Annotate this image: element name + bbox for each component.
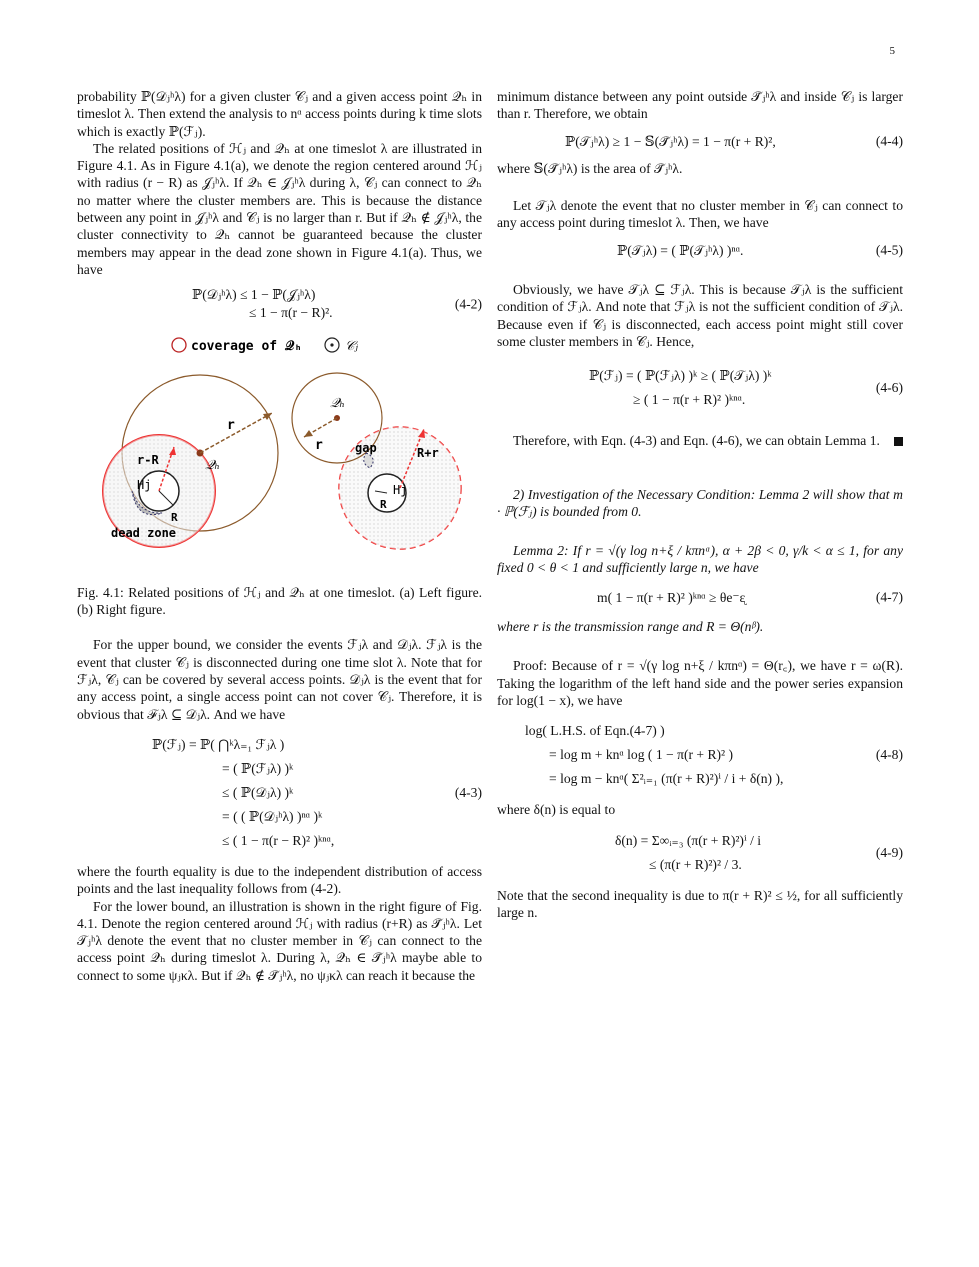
label-r-right: r (315, 437, 323, 453)
label-dead-zone: dead zone (111, 525, 177, 540)
qed-symbol (894, 437, 903, 446)
equation-4-3 (77, 733, 482, 853)
paragraph-text: Therefore, with Eqn. (4-3) and Eqn. (4-6), we can obtain Lemma 1. (513, 433, 880, 449)
equation-line: ℙ(ℱⱼ) = ℙ( ⋂ᵏλ₌₁ ℱⱼλ ) (152, 736, 285, 752)
equation-4-5 (497, 242, 903, 259)
equation-line: ≥ ( 1 − π(r + R)² )ᵏⁿᵅ. (633, 392, 746, 408)
paragraph: probability ℙ(𝒟ⱼʰλ) for a given cluster 𝒞ⱼ and a given access point 𝒬ₕ in timeslot λ. Then extend the analysis to nᵅ access points during k time slots which is exactly ℙ(ℱⱼ). (77, 89, 482, 139)
equation-line: ℙ(𝒯ⱼλ) = ( ℙ(𝒯ⱼʰλ) )ⁿᵅ. (617, 242, 744, 258)
equation-line: = ( ℙ(ℱⱼλ) )ᵏ (222, 760, 294, 776)
equation-number: (4-5) (875, 242, 903, 258)
equation-line: = log m + knᵅ log ( 1 − π(r + R)² ) (549, 747, 734, 763)
equation-line: = ( ( ℙ(𝒟ⱼʰλ) )ⁿᵅ )ᵏ (222, 808, 323, 824)
equation-number: (4-9) (875, 844, 903, 860)
equation-line: δ(n) = Σ∞ᵢ₌₃ (π(r + R)²)ⁱ / i (615, 832, 762, 848)
label-Hj-right: Hj (393, 482, 408, 497)
label-Qh-right: 𝒬ₕ (330, 394, 345, 410)
paragraph: Note that the second inequality is due to π(r + R)² ≤ ½, for all sufficiently large n. (497, 887, 903, 920)
paragraph: For the lower bound, an illustration is shown in the right figure of Fig. 4.1. Denote the region centered around ℋⱼ with radius (r+R) as 𝒯̃ⱼʰλ. Let 𝒯ⱼʰλ denote the event that no cluster member in 𝒞ⱼ can connect to the access point 𝒬ₕ during timeslot λ. During λ, 𝒬ₕ ∈ 𝒯̃ⱼʰλ maybe able to connect to some ψⱼκλ. But if 𝒬ₕ ∉ 𝒯̃ⱼʰλ, no ψⱼκλ can reach it because the (77, 898, 482, 983)
equation-number: (4-8) (875, 747, 903, 763)
right-column (497, 88, 903, 921)
paragraph: Let 𝒯ⱼλ denote the event that no cluster member in 𝒞ⱼ can connect to any access point during timeslot λ. Then, we have (497, 198, 903, 231)
paragraph: where δ(n) is equal to (497, 802, 616, 818)
figure-caption: Fig. 4.1: Related positions of ℋⱼ and 𝒬ₕ at one timeslot. (a) Left figure. (b) Right figure. (77, 584, 482, 618)
equation-line: = log m − knᵅ( Σ²ᵢ₌₁ (π(r + R)²)ⁱ / i + δ(n) ), (549, 771, 784, 787)
paragraph (497, 432, 903, 449)
equation-number: (4-7) (875, 589, 903, 605)
figure-4-1 (77, 331, 482, 576)
paragraph: The related positions of ℋⱼ and 𝒬ₕ at one timeslot λ are illustrated in Figure 4.1. As in Figure 4.1(a), we denote the region centered around ℋⱼ with radius (r − R) as 𝒥ⱼʰλ. If 𝒬ₕ ∈ 𝒥ⱼʰλ during λ, 𝒞ⱼ can connect to 𝒬ₕ no matter where the cluster members are. This is because the distance between any point in 𝒥ⱼʰλ and 𝒞ⱼ is no larger than r. But if 𝒬ₕ ∉ 𝒥ⱼʰλ, the cluster connectivity to 𝒬ₕ cannot be guaranteed because the cluster members may appear in the dead zone shown in Figure 4.1(a). Thus, we have (77, 140, 482, 277)
paragraph: Obviously, we have 𝒯ⱼλ ⊆ ℱⱼλ. This is because 𝒯ⱼλ is the sufficient condition of ℱⱼλ. And note that ℱⱼλ is not the sufficient condition of 𝒯ⱼλ. Because even if 𝒞ⱼ is disconnected, each access point might still cover some cluster members in 𝒞ⱼ. Hence, (497, 282, 903, 349)
equation-line: ≤ 1 − π(r − R)². (249, 304, 333, 320)
equation-line: ≤ ( ℙ(𝒟ⱼλ) )ᵏ (222, 784, 294, 800)
proof-paragraph: Proof: Because of r = √(γ log n+ξ / kπnᵅ) = Θ(r꜀), we have r = ω(R). Taking the logarithm of the left hand side and the power series expansion for log(1 − x), we have (497, 658, 903, 708)
equation-line: ≤ ( 1 − π(r − R)² )ᵏⁿᵅ, (222, 832, 335, 848)
equation-4-6 (497, 364, 903, 412)
label-gap: gap (355, 440, 377, 455)
label-Qh: 𝒬ₕ (205, 456, 220, 472)
equation-number: (4-6) (875, 380, 903, 396)
equation-line: m( 1 − π(r + R)² )ᵏⁿᵅ ≥ θe⁻ᶓ (597, 589, 746, 605)
equation-line: ℙ(𝒯ⱼʰλ) ≥ 1 − 𝕊(𝒯̃ⱼʰλ) = 1 − π(r + R)², (565, 133, 776, 149)
legend-coverage-label: coverage of 𝒬ₕ (191, 338, 303, 354)
paragraph: where 𝕊(𝒯̃ⱼʰλ) is the area of 𝒯̃ⱼʰλ. (497, 160, 683, 176)
label-R: R (171, 510, 178, 524)
equation-4-4 (497, 133, 903, 150)
label-Hj: Hj (137, 477, 152, 492)
page-number: 5 (889, 45, 895, 57)
equation-number: (4-3) (454, 784, 482, 800)
label-r-minus-R: r-R (137, 452, 159, 467)
label-r: r (227, 417, 235, 433)
equation-line: ℙ(𝒟ⱼʰλ) ≤ 1 − ℙ(𝒥ⱼʰλ) (192, 287, 316, 303)
left-column (77, 88, 482, 984)
paragraph: where the fourth equality is due to the independent distribution of access points and the last inequality follows from (4-2). (77, 863, 482, 897)
paragraph: For the upper bound, we consider the events ℱⱼλ and 𝒟ⱼλ. ℱⱼλ is the event that cluster 𝒞ⱼ is disconnected during one time slot λ. Note that for ℱⱼλ, 𝒞ⱼ can be covered by several access points. 𝒟ⱼλ is the event that for any access point, a single access point can not cover 𝒞ⱼ. Therefore, it is obvious that ℱⱼλ ⊆ 𝒟ⱼλ. And we have (77, 637, 482, 722)
equation-4-2 (77, 286, 482, 321)
legend-coverage-icon (172, 338, 186, 352)
label-R-plus-r: R+r (417, 445, 439, 460)
equation-number: (4-4) (875, 133, 903, 149)
subsection-paragraph: 2) Investigation of the Necessary Condition: Lemma 2 will show that m · ℙ(ℱⱼ) is bounded from 0. (497, 486, 903, 519)
figure-4-1-graphic (77, 331, 482, 576)
equation-4-9 (497, 829, 903, 877)
lemma-2: Lemma 2: If r = √(γ log n+ξ / kπnᵅ), α + 2β < 0, γ/k < α ≤ 1, for any fixed 0 < θ < 1 and sufficiently large n, we have (497, 543, 903, 576)
radius-r-left (200, 413, 272, 453)
equation-number: (4-2) (454, 295, 482, 311)
equation-line: log( L.H.S. of Eqn.(4-7) ) (525, 723, 665, 739)
label-R-right: R (380, 497, 387, 511)
equation-4-7 (497, 589, 903, 606)
equation-4-8 (497, 719, 903, 791)
paragraph: minimum distance between any point outside 𝒯̃ⱼʰλ and inside 𝒞ⱼ is larger than r. Therefore, we obtain (497, 89, 903, 122)
legend-cluster-label: 𝒞ⱼ (345, 337, 358, 353)
equation-line: ℙ(ℱⱼ) = ( ℙ(ℱⱼλ) )ᵏ ≥ ( ℙ(𝒯ⱼλ) )ᵏ (589, 368, 772, 384)
lemma-2-tail: where r is the transmission range and R = Θ(nᵝ). (497, 619, 764, 635)
equation-line: ≤ (π(r + R)²)² / 3. (649, 856, 742, 872)
